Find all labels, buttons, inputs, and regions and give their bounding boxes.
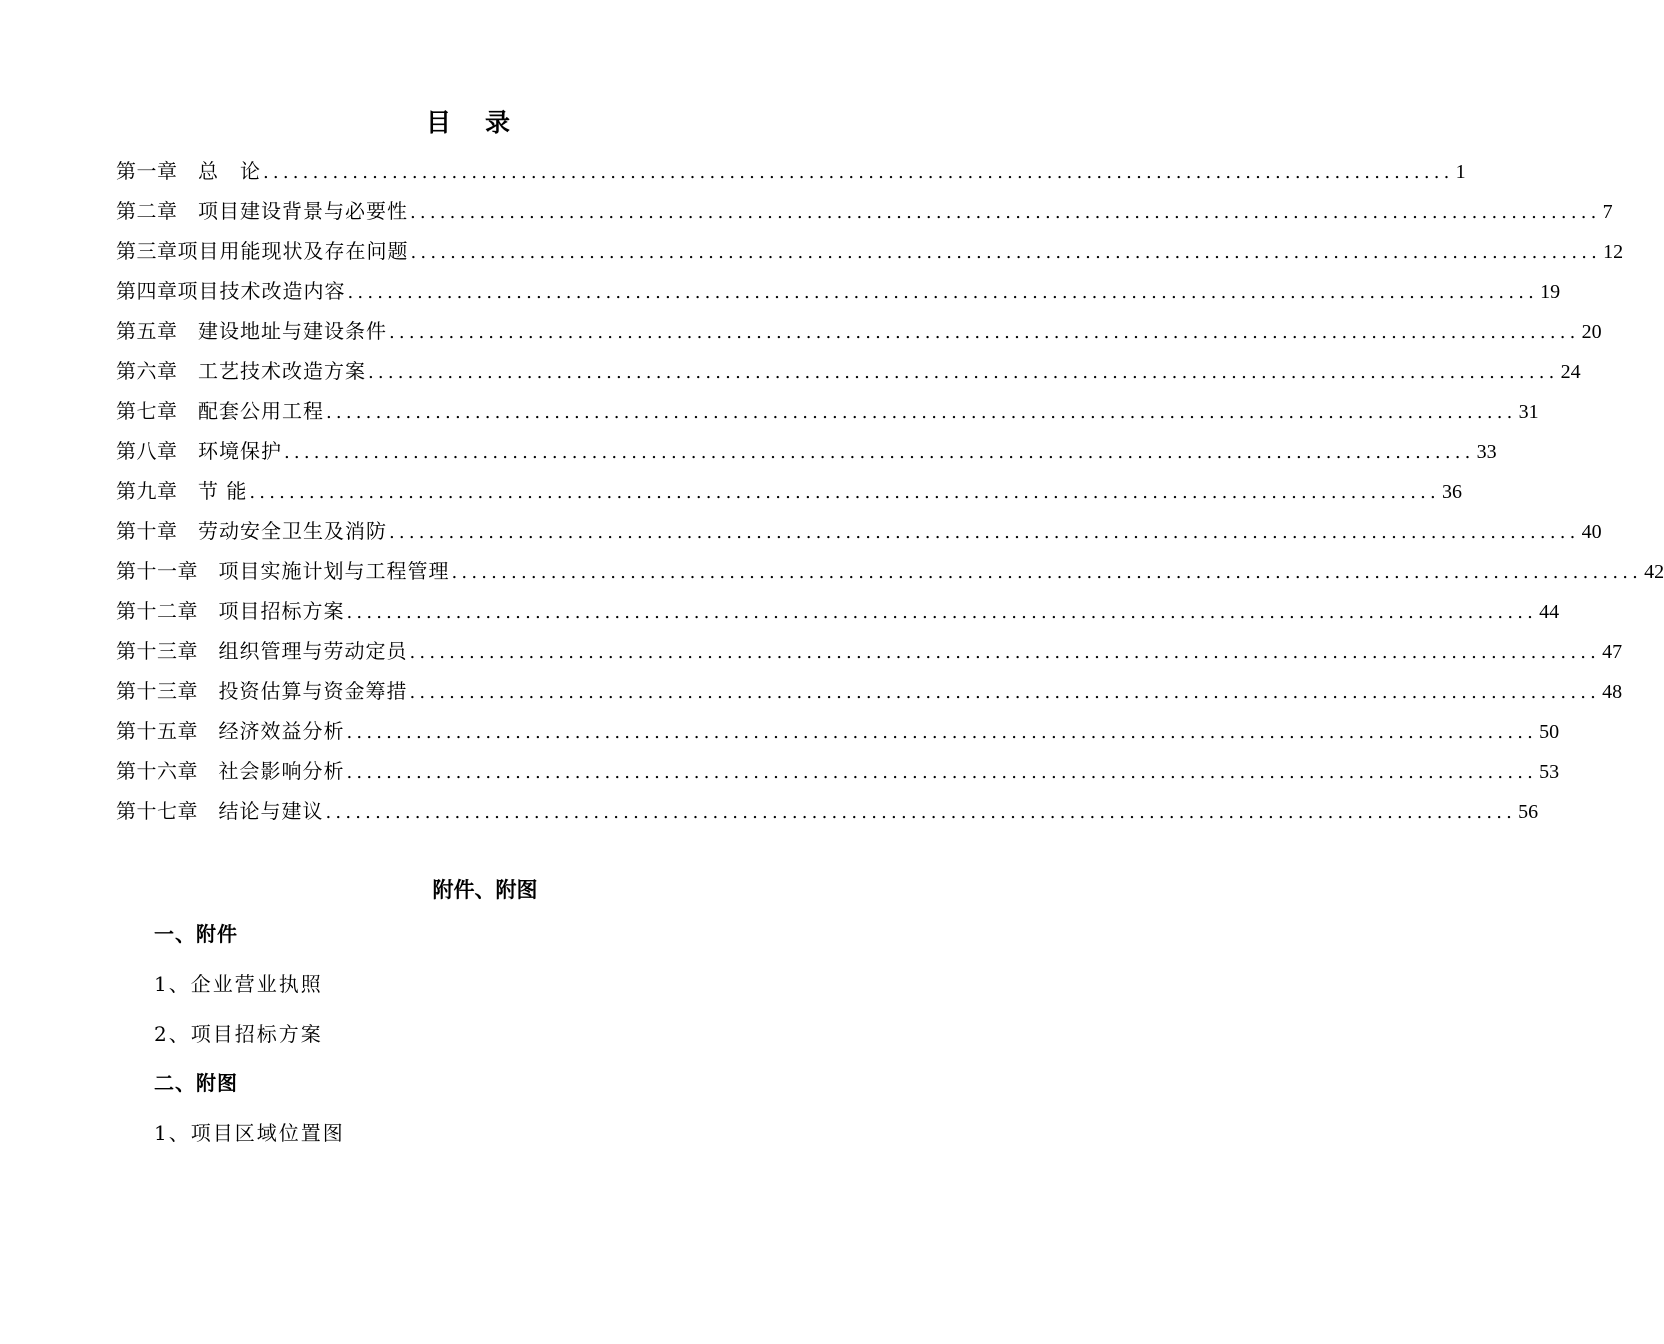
toc-entry[interactable] (116, 671, 1623, 711)
toc-chapter-title: 环境保护 (198, 439, 282, 463)
toc-entry[interactable] (116, 711, 1560, 751)
toc-gap (198, 671, 219, 711)
toc-chapter-number: 第三章 (116, 239, 178, 263)
toc-chapter-number: 第一章 (116, 159, 178, 183)
attachment-item: 1、企业营业执照 (154, 972, 323, 996)
toc-gap (198, 551, 219, 591)
toc-entry[interactable] (116, 391, 1539, 431)
toc-entry[interactable] (116, 591, 1560, 631)
toc-gap (178, 311, 199, 351)
toc-page-number: 50 (1539, 721, 1560, 743)
toc-chapter-title: 结论与建议 (218, 799, 324, 823)
toc-chapter-number: 第二章 (116, 199, 178, 223)
toc-chapter-title: 经济效益分析 (218, 719, 345, 743)
toc-chapter-number: 第十五章 (116, 719, 198, 743)
toc-chapter-title: 建设地址与建设条件 (198, 319, 387, 343)
toc-chapter-title: 工艺技术改造方案 (198, 359, 366, 383)
toc-chapter-number: 第六章 (116, 359, 178, 383)
toc-dot-leader: ........................................................................................................................ (410, 202, 1601, 223)
toc-page-number: 1 (1455, 161, 1466, 183)
annex-title: 附件、附图 (432, 877, 538, 902)
toc-dot-leader: ........................................................................................................................ (347, 282, 1539, 303)
toc-chapter-number: 第十章 (116, 519, 178, 543)
toc-page-number: 7 (1602, 201, 1613, 223)
toc-gap (198, 631, 219, 671)
toc-page-number: 56 (1518, 801, 1539, 823)
toc-page-number: 24 (1560, 361, 1581, 383)
toc-gap (198, 751, 219, 791)
toc-entry[interactable] (116, 431, 1497, 471)
toc-gap (178, 151, 199, 191)
toc-title: 目录 (425, 108, 544, 137)
toc-chapter-number: 第十三章 (116, 679, 198, 703)
toc-gap (198, 711, 219, 751)
toc-gap (198, 791, 219, 831)
toc-dot-leader: ........................................................................................................................ (409, 682, 1601, 703)
toc-entry[interactable] (116, 791, 1539, 831)
figures-heading: 二、附图 (154, 1071, 238, 1095)
attachments-heading: 一、附件 (154, 922, 238, 946)
toc-dot-leader: ........................................................................................................................ (263, 162, 1454, 183)
toc-dot-leader: ........................................................................................................................ (389, 522, 1580, 543)
toc-chapter-number: 第五章 (116, 319, 178, 343)
toc-chapter-title: 总 论 (198, 159, 261, 183)
toc-gap (198, 591, 219, 631)
toc-chapter-title: 项目建设背景与必要性 (198, 199, 408, 223)
toc-chapter-title: 项目用能现状及存在问题 (177, 239, 409, 263)
toc-page-number: 36 (1441, 481, 1462, 503)
toc-page-number: 42 (1644, 561, 1664, 583)
toc-chapter-title: 项目技术改造内容 (177, 279, 346, 303)
toc-dot-leader: ........................................................................................................................ (346, 602, 1538, 623)
toc-page-number: 53 (1539, 761, 1560, 783)
toc-page-number: 33 (1476, 441, 1497, 463)
toc-chapter-number: 第十七章 (116, 799, 198, 823)
toc-entry[interactable] (116, 311, 1602, 351)
toc-entry[interactable] (116, 631, 1623, 671)
toc-chapter-title: 项目实施计划与工程管理 (218, 559, 450, 583)
toc-chapter-number: 第十三章 (116, 639, 198, 663)
toc-entry[interactable] (116, 511, 1602, 551)
figure-item: 1、项目区域位置图 (154, 1121, 345, 1145)
toc-chapter-number: 第十六章 (116, 759, 198, 783)
toc-gap (178, 431, 199, 471)
toc-page-number: 40 (1581, 521, 1602, 543)
toc-entry[interactable] (116, 231, 1624, 271)
toc-gap (178, 351, 199, 391)
toc-gap (178, 391, 199, 431)
toc-dot-leader: ........................................................................................................................ (410, 242, 1602, 263)
toc-chapter-number: 第十二章 (116, 599, 198, 623)
toc-chapter-number: 第八章 (116, 439, 178, 463)
toc-chapter-number: 第七章 (116, 399, 178, 423)
toc-entry[interactable] (116, 471, 1462, 511)
toc-page-number: 47 (1602, 641, 1623, 663)
toc-page-number: 20 (1581, 321, 1602, 343)
toc-page-number: 48 (1602, 681, 1623, 703)
toc-dot-leader: ........................................................................................................................ (409, 642, 1601, 663)
toc-entry[interactable] (116, 351, 1581, 391)
toc-entry[interactable] (116, 751, 1560, 791)
toc-dot-leader: ........................................................................................................................ (346, 722, 1538, 743)
toc-gap (178, 471, 199, 511)
toc-dot-leader: ........................................................................................................................ (326, 402, 1517, 423)
toc-dot-leader: ........................................................................................................................ (284, 442, 1475, 463)
toc-dot-leader: ........................................................................................................................ (249, 482, 1440, 503)
toc-chapter-number: 第九章 (116, 479, 178, 503)
attachment-item: 2、项目招标方案 (154, 1022, 323, 1046)
toc-chapter-number: 第四章 (116, 279, 178, 303)
toc-chapter-title: 组织管理与劳动定员 (218, 639, 408, 663)
toc-chapter-title: 配套公用工程 (198, 399, 324, 423)
toc-chapter-title: 节 能 (198, 479, 248, 503)
toc-dot-leader: ........................................................................................................................ (368, 362, 1559, 383)
toc-gap (178, 191, 199, 231)
toc-dot-leader: ........................................................................................................................ (451, 562, 1643, 583)
toc-dot-leader: ........................................................................................................................ (346, 762, 1538, 783)
toc-page-number: 44 (1539, 601, 1560, 623)
toc-chapter-title: 投资估算与资金筹措 (218, 679, 408, 703)
toc-entry[interactable] (116, 151, 1466, 191)
toc-chapter-number: 第十一章 (116, 559, 198, 583)
toc-list (116, 151, 1664, 831)
toc-page-number: 12 (1603, 241, 1624, 263)
toc-chapter-title: 社会影响分析 (218, 759, 345, 783)
toc-chapter-title: 项目招标方案 (218, 599, 345, 623)
toc-gap (178, 511, 199, 551)
toc-page-number: 19 (1540, 281, 1561, 303)
toc-entry[interactable] (116, 191, 1613, 231)
toc-entry[interactable] (116, 551, 1664, 591)
toc-dot-leader: ........................................................................................................................ (389, 322, 1580, 343)
toc-chapter-title: 劳动安全卫生及消防 (198, 519, 387, 543)
toc-entry[interactable] (116, 271, 1561, 311)
toc-dot-leader: ........................................................................................................................ (325, 802, 1517, 823)
toc-page-number: 31 (1518, 401, 1539, 423)
